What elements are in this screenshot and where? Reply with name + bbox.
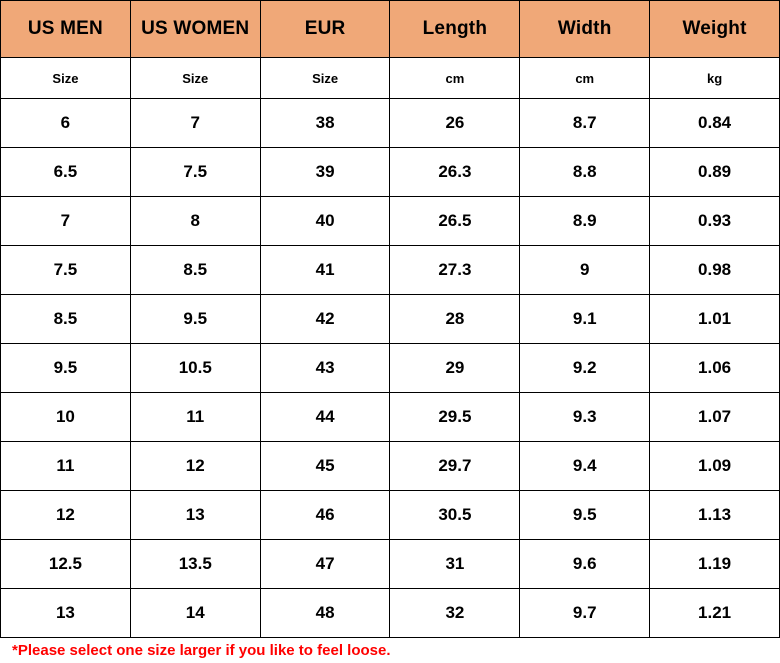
cell-us-men: 12	[1, 491, 131, 540]
cell-us-women: 10.5	[130, 344, 260, 393]
table-row	[1, 246, 780, 295]
cell-eur: 46	[260, 491, 390, 540]
cell-length: 30.5	[390, 491, 520, 540]
table-row	[1, 295, 780, 344]
cell-us-men: 12.5	[1, 540, 131, 589]
unit-cell: Size	[1, 58, 131, 99]
cell-eur: 40	[260, 197, 390, 246]
unit-cell: kg	[650, 58, 780, 99]
column-header-us-men: US MEN	[1, 1, 131, 58]
cell-us-men: 6.5	[1, 148, 131, 197]
cell-eur: 42	[260, 295, 390, 344]
cell-us-men: 10	[1, 393, 131, 442]
cell-weight: 1.13	[650, 491, 780, 540]
cell-eur: 44	[260, 393, 390, 442]
cell-us-women: 13.5	[130, 540, 260, 589]
unit-cell: Size	[260, 58, 390, 99]
cell-weight: 1.09	[650, 442, 780, 491]
cell-weight: 1.01	[650, 295, 780, 344]
cell-width: 9.3	[520, 393, 650, 442]
cell-eur: 47	[260, 540, 390, 589]
column-header-eur: EUR	[260, 1, 390, 58]
cell-eur: 39	[260, 148, 390, 197]
column-header-weight: Weight	[650, 1, 780, 58]
cell-weight: 1.06	[650, 344, 780, 393]
cell-us-women: 7	[130, 99, 260, 148]
cell-us-men: 7	[1, 197, 131, 246]
cell-length: 28	[390, 295, 520, 344]
cell-us-women: 7.5	[130, 148, 260, 197]
cell-us-men: 9.5	[1, 344, 131, 393]
unit-cell: cm	[520, 58, 650, 99]
cell-eur: 48	[260, 589, 390, 638]
size-advice-note: *Please select one size larger if you like to feel loose.	[0, 638, 780, 663]
cell-width: 8.8	[520, 148, 650, 197]
cell-weight: 0.98	[650, 246, 780, 295]
cell-us-women: 13	[130, 491, 260, 540]
cell-us-men: 13	[1, 589, 131, 638]
cell-length: 29	[390, 344, 520, 393]
cell-width: 9.6	[520, 540, 650, 589]
cell-us-women: 8	[130, 197, 260, 246]
table-row	[1, 442, 780, 491]
cell-weight: 0.93	[650, 197, 780, 246]
cell-length: 27.3	[390, 246, 520, 295]
table-body	[1, 58, 780, 638]
cell-us-men: 8.5	[1, 295, 131, 344]
table-unit-row	[1, 58, 780, 99]
cell-width: 9.7	[520, 589, 650, 638]
table-row	[1, 99, 780, 148]
cell-length: 31	[390, 540, 520, 589]
cell-width: 8.7	[520, 99, 650, 148]
cell-us-women: 8.5	[130, 246, 260, 295]
table-row	[1, 540, 780, 589]
table-header-row	[1, 1, 780, 58]
cell-width: 9	[520, 246, 650, 295]
table-row	[1, 197, 780, 246]
cell-us-men: 6	[1, 99, 131, 148]
cell-weight: 1.19	[650, 540, 780, 589]
cell-weight: 0.89	[650, 148, 780, 197]
cell-length: 26.3	[390, 148, 520, 197]
cell-weight: 1.07	[650, 393, 780, 442]
table-head	[1, 1, 780, 58]
unit-cell: cm	[390, 58, 520, 99]
cell-eur: 41	[260, 246, 390, 295]
column-header-width: Width	[520, 1, 650, 58]
cell-eur: 43	[260, 344, 390, 393]
cell-length: 26	[390, 99, 520, 148]
cell-length: 29.7	[390, 442, 520, 491]
column-header-us-women: US WOMEN	[130, 1, 260, 58]
cell-us-men: 11	[1, 442, 131, 491]
cell-width: 9.4	[520, 442, 650, 491]
cell-us-women: 14	[130, 589, 260, 638]
cell-length: 26.5	[390, 197, 520, 246]
cell-us-women: 11	[130, 393, 260, 442]
column-header-length: Length	[390, 1, 520, 58]
cell-length: 32	[390, 589, 520, 638]
cell-width: 9.1	[520, 295, 650, 344]
cell-us-women: 9.5	[130, 295, 260, 344]
cell-width: 8.9	[520, 197, 650, 246]
table-row	[1, 344, 780, 393]
cell-weight: 1.21	[650, 589, 780, 638]
cell-length: 29.5	[390, 393, 520, 442]
cell-weight: 0.84	[650, 99, 780, 148]
cell-eur: 45	[260, 442, 390, 491]
unit-cell: Size	[130, 58, 260, 99]
table-row	[1, 148, 780, 197]
cell-eur: 38	[260, 99, 390, 148]
cell-us-men: 7.5	[1, 246, 131, 295]
cell-us-women: 12	[130, 442, 260, 491]
table-row	[1, 491, 780, 540]
cell-width: 9.2	[520, 344, 650, 393]
table-row	[1, 393, 780, 442]
table-row	[1, 589, 780, 638]
cell-width: 9.5	[520, 491, 650, 540]
